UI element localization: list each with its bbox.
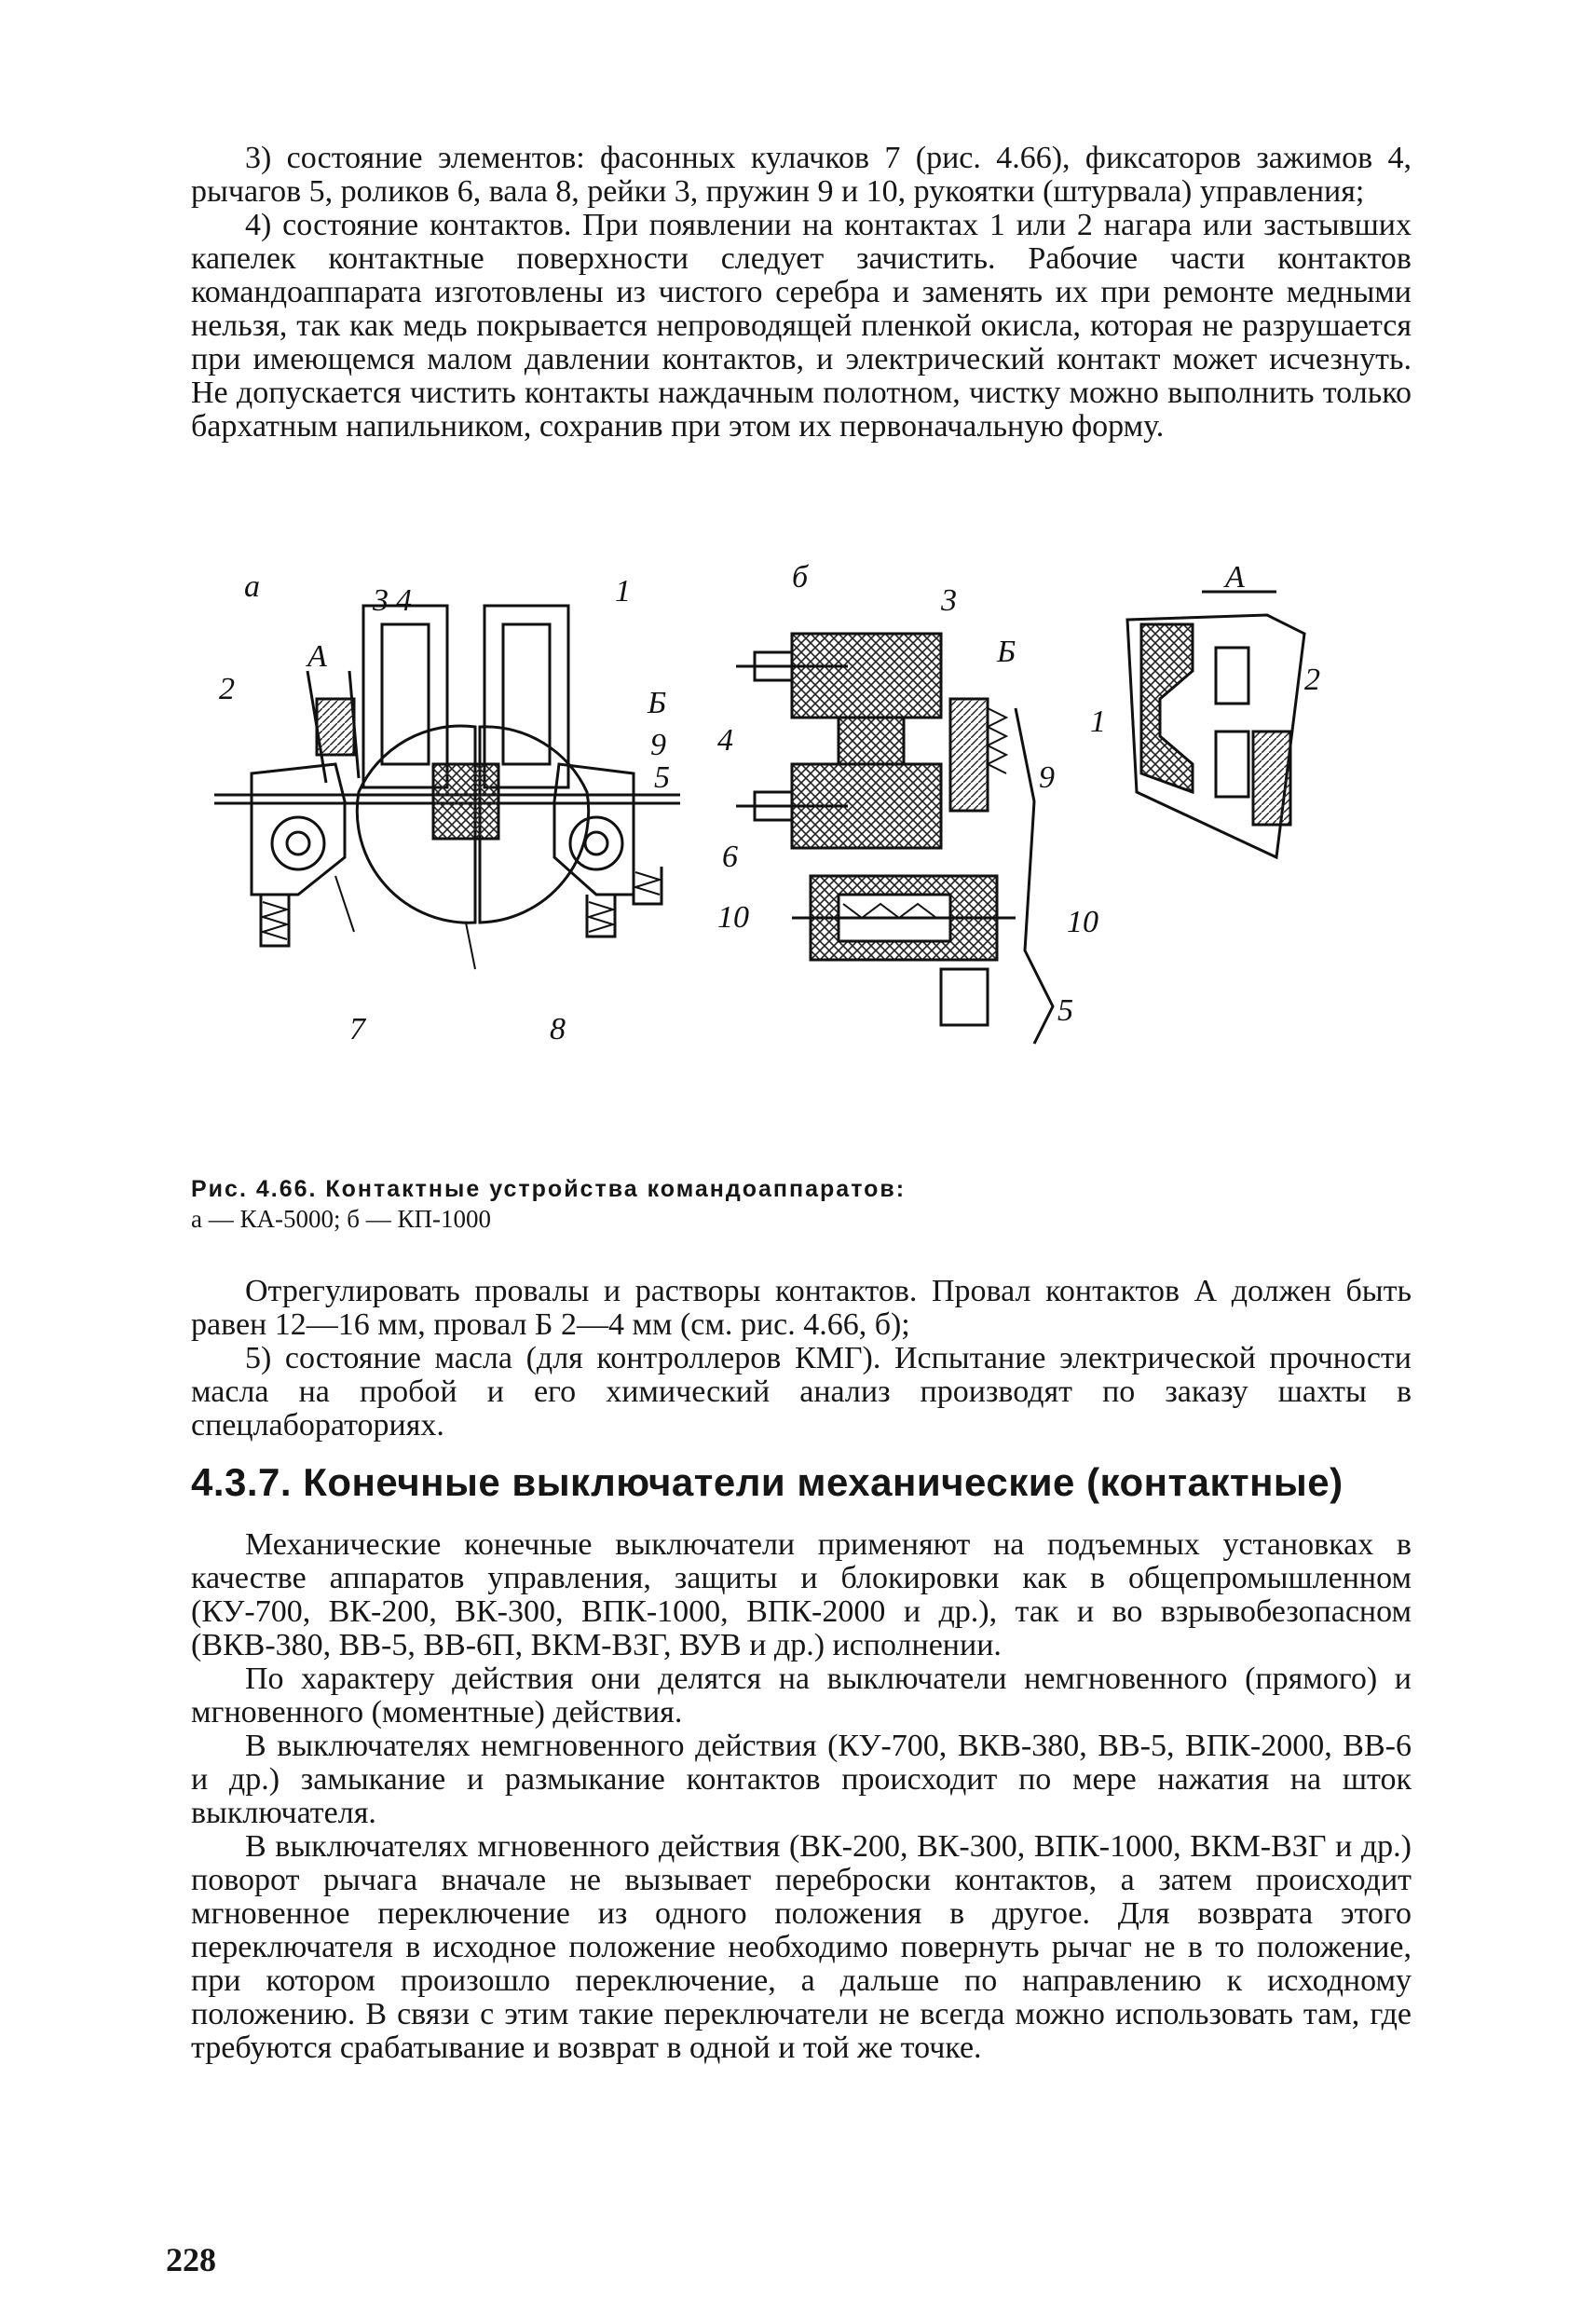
drawing-part-b-detail [1127, 592, 1304, 857]
drawing-part-b-detail-labels [1090, 560, 1320, 739]
drawing-part-a [214, 606, 680, 969]
page-number: 228 [166, 2241, 216, 2278]
svg-text:10: 10 [717, 900, 749, 935]
svg-text:Б: Б [648, 686, 667, 720]
svg-text:5: 5 [654, 760, 670, 795]
svg-text:2: 2 [1304, 663, 1320, 697]
svg-text:б: б [792, 560, 809, 595]
paragraph: 4) состояние контактов. При появлении на контактах 1 или 2 нагара или застывших капелек контактные поверхности следует зачистить. Рабочие части контактов командоаппарата изготовлены из чистого серебра и заменять их при ремонте медными нельзя, так как медь покрывается непроводящей пленкой окисла, которая не разрушается при имеющемся малом давлении контактов, и электрический контакт может исчезнуть. Не допускается чистить контакты наждачным полотном, чистку можно выполнить только бархатным напильником, сохранив при этом их первоначальную форму. [191, 208, 1412, 444]
svg-text:А: А [307, 639, 327, 674]
svg-text:4: 4 [717, 723, 733, 758]
contact-devices-drawing [196, 559, 1407, 1137]
svg-text:9: 9 [650, 728, 666, 762]
drawing-part-b [736, 634, 1053, 1044]
svg-text:2: 2 [219, 672, 235, 706]
svg-text:5: 5 [1057, 993, 1073, 1028]
svg-text:Б: Б [997, 635, 1016, 669]
svg-text:3: 3 [941, 583, 957, 618]
paragraph: Отрегулировать провалы и растворы контактов. Провал контактов А должен быть равен 12—16 мм, провал Б 2—4 мм (см. рис. 4.66, б); [191, 1274, 1412, 1342]
svg-text:8: 8 [550, 1012, 566, 1046]
svg-text:3: 3 [373, 583, 389, 618]
paragraph: Механические конечные выключатели применяют на подъемных установках в качестве аппаратов управления, защиты и блокировки как в общепромышленном (КУ-700, ВК-200, ВК-300, ВПК-1000, ВПК-2000 и др.), так и во взрывобезопасном (ВКВ-380, ВВ-5, ВВ-6П, ВКМ-ВЗГ, ВУВ и др.) исполнении. [191, 1527, 1412, 1662]
figure-4-66 [196, 559, 1407, 1137]
svg-text:9: 9 [1039, 760, 1055, 795]
svg-text:А: А [1225, 560, 1245, 595]
text-block-top [191, 142, 1412, 444]
text-block-bottom [191, 1528, 1412, 2065]
svg-text:1: 1 [615, 574, 631, 609]
caption-subtitle: а — КА-5000; б — КП-1000 [191, 1205, 491, 1233]
text-block-middle [191, 1275, 1412, 1443]
paragraph: В выключателях немгновенного действия (КУ-700, ВКВ-380, ВВ-5, ВПК-2000, ВВ-6 и др.) замыкание и размыкание контактов происходит по мере нажатия на шток выключателя. [191, 1729, 1412, 1830]
svg-text:1: 1 [1090, 704, 1106, 739]
paragraph: В выключателях мгновенного действия (ВК-200, ВК-300, ВПК-1000, ВКМ-ВЗГ и др.) поворот рычага вначале не вызывает переброски контактов, а затем происходит мгновенное переключение из одного положения в другое. Для возврата этого переключателя в исходное положение необходимо повернуть рычаг не в то положение, при котором произошло переключение, а дальше по направлению к исходному положению. В связи с этим такие переключатели не всегда можно использовать там, где требуются срабатывание и возврат в одной и той же точке. [191, 1829, 1412, 2065]
paragraph: 5) состояние масла (для контроллеров КМГ). Испытание электрической прочности масла на пробой и его химический анализ производят по заказу шахты в спецлабораториях. [191, 1341, 1412, 1443]
caption-title: Рис. 4.66. Контактные устройства командоаппаратов: [191, 1176, 907, 1202]
paragraph: 3) состояние элементов: фасонных кулачков 7 (рис. 4.66), фиксаторов зажимов 4, рычагов 5, роликов 6, вала 8, рейки 3, пружин 9 и 10, рукоятки (штурвала) управления; [191, 141, 1412, 209]
figure-caption [191, 1174, 1412, 1234]
svg-text:6: 6 [722, 840, 738, 874]
svg-text:4: 4 [396, 583, 412, 618]
section-heading: 4.3.7. Конечные выключатели механические (контактные) [191, 1460, 1344, 1504]
paragraph: По характеру действия они делятся на выключатели немгновенного (прямого) и мгновенного (моментные) действия. [191, 1661, 1412, 1730]
svg-text:7: 7 [349, 1012, 365, 1046]
svg-text:а: а [244, 569, 260, 604]
svg-text:10: 10 [1067, 905, 1098, 939]
